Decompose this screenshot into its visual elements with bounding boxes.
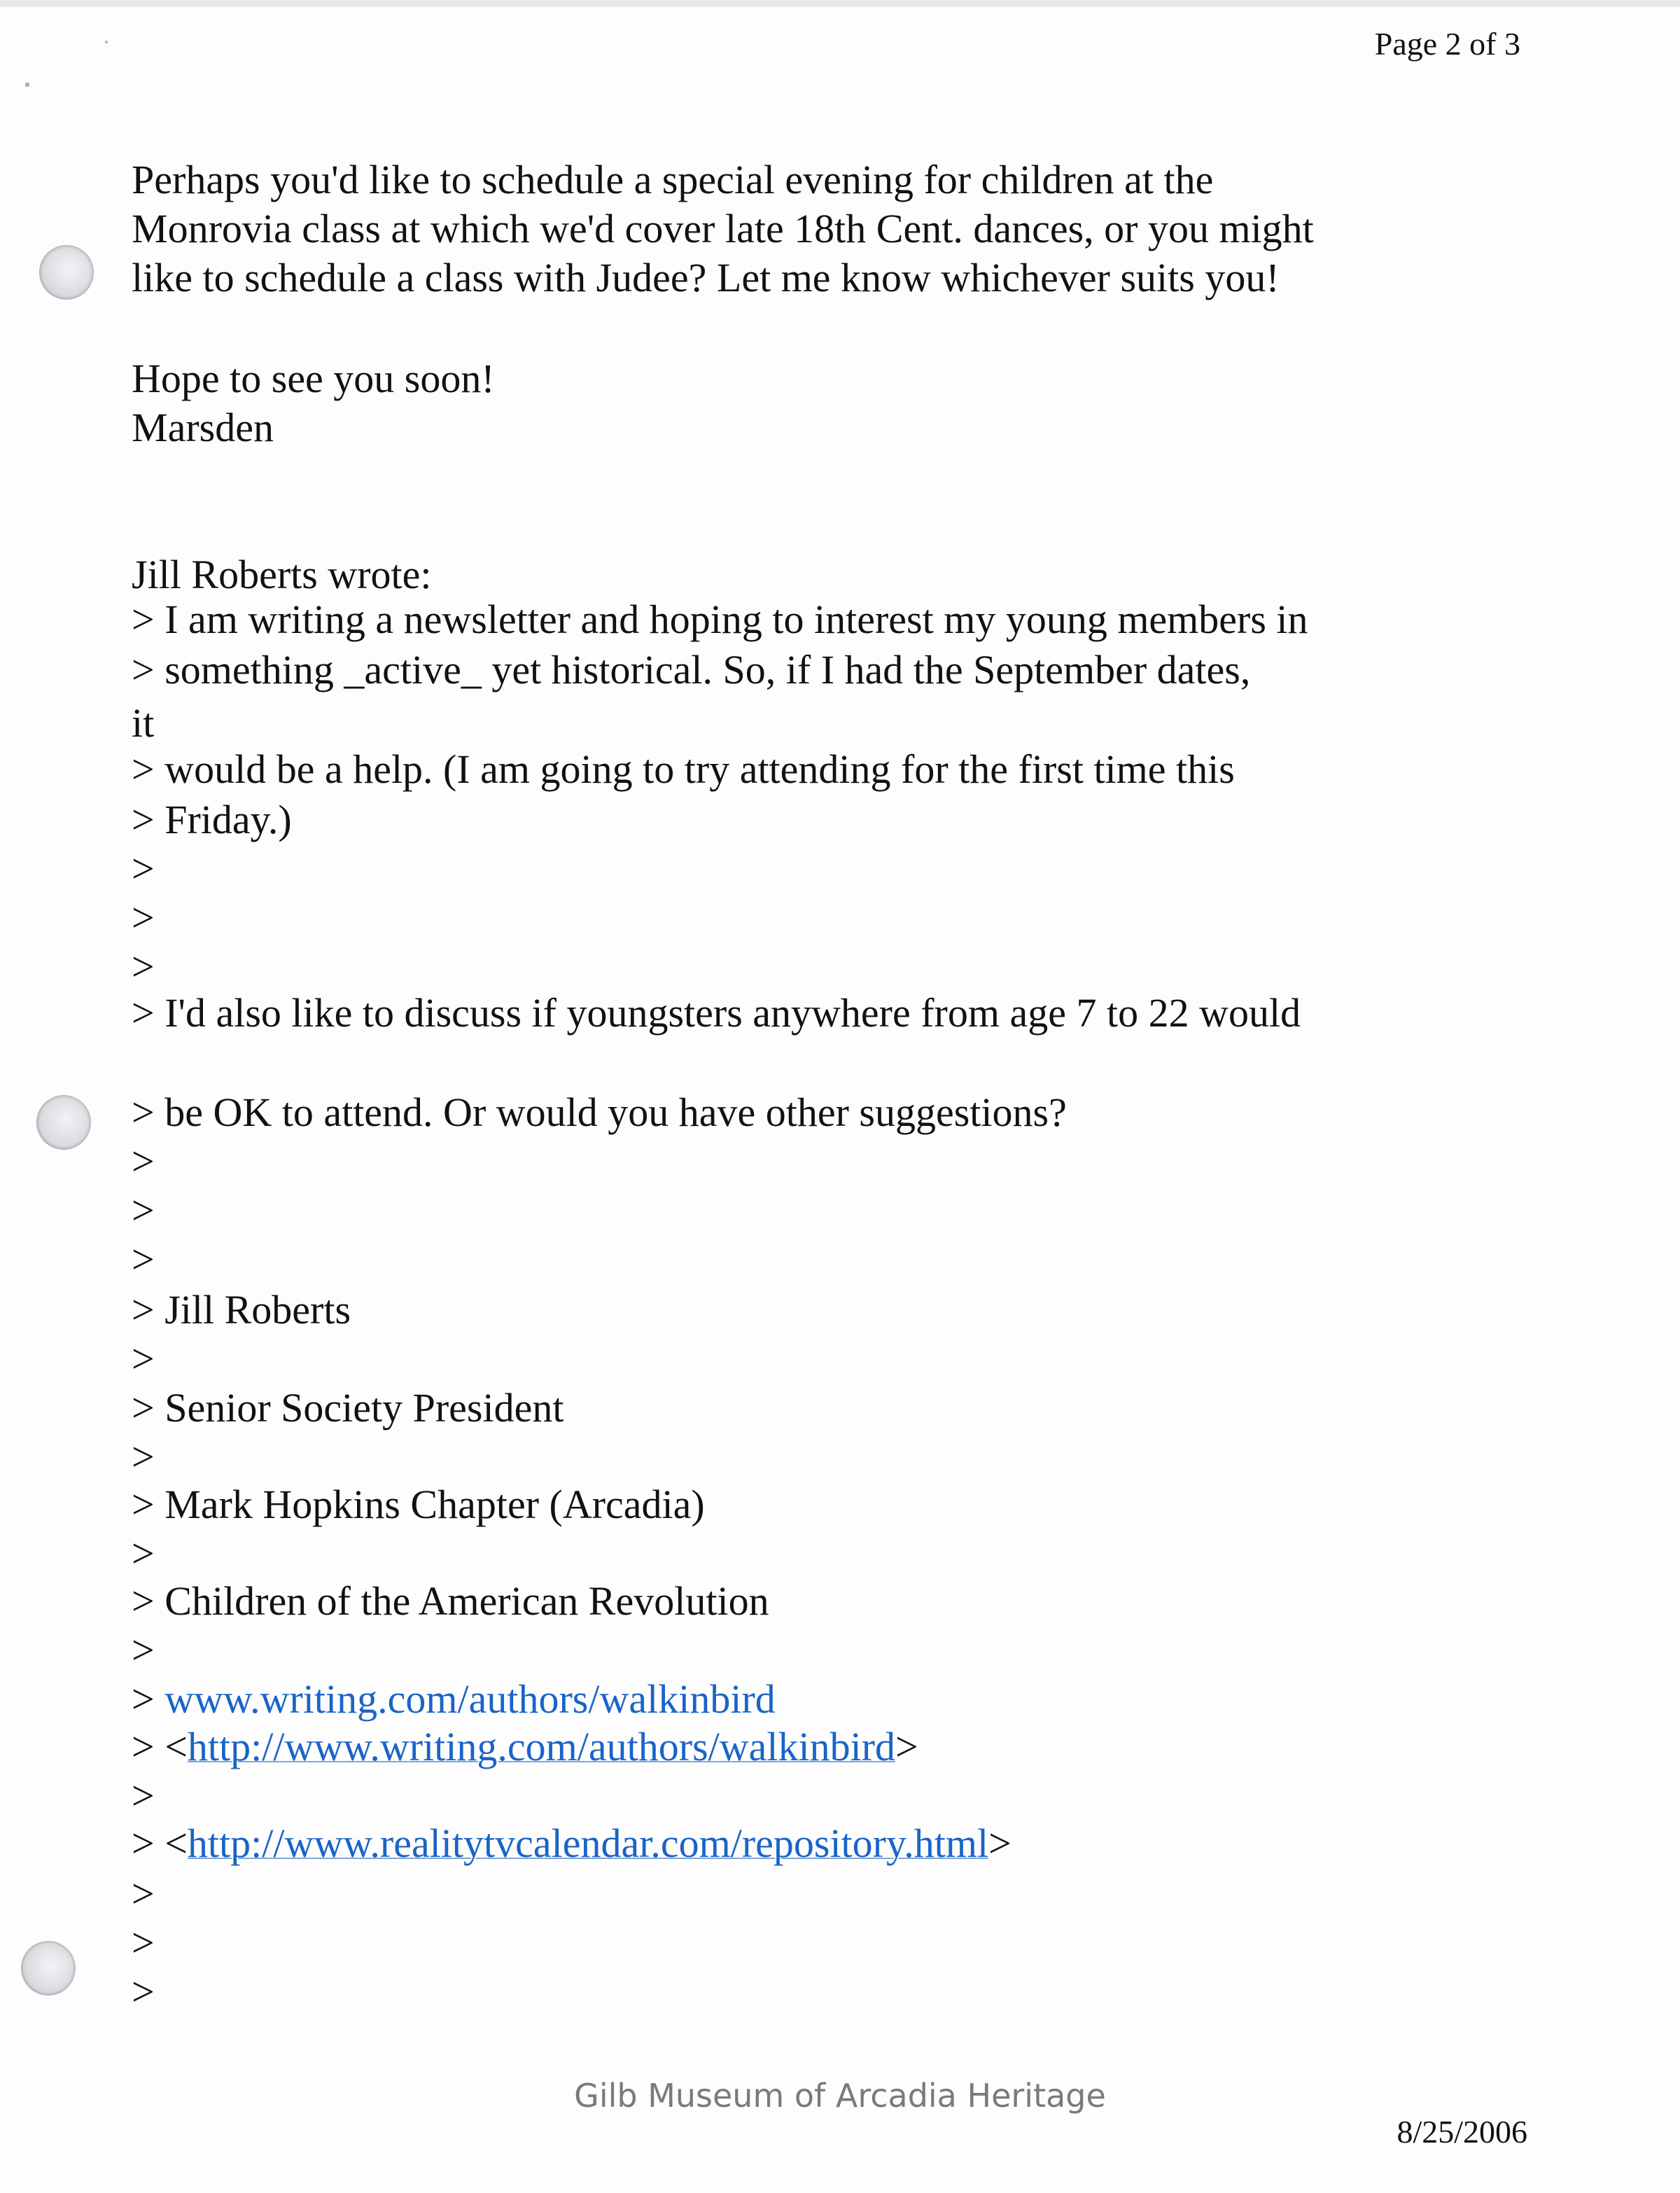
paragraph-line: Perhaps you'd like to schedule a special evening for children at the <box>132 157 1214 202</box>
quoted-line: > Senior Society President <box>132 1385 564 1430</box>
scan-speck <box>105 41 108 43</box>
quoted-line: > I am writing a newsletter and hoping to interest my young members in <box>132 597 1308 642</box>
punch-hole <box>39 245 94 300</box>
quoted-line: > be OK to attend. Or would you have other suggestions? <box>132 1089 1067 1135</box>
paragraph-line: like to schedule a class with Judee? Let me know whichever suits you! <box>132 255 1280 300</box>
quote-prefix: > < <box>132 1724 188 1769</box>
quoted-line: > <box>132 895 155 940</box>
quoted-line: > I'd also like to discuss if youngsters anywhere from age 7 to 22 would <box>132 990 1301 1036</box>
quoted-line: > <box>132 1434 155 1480</box>
repository-link[interactable]: http://www.realitytvcalendar.com/repository.html <box>187 1820 989 1866</box>
punch-hole <box>36 1095 91 1150</box>
quote-prefix: > < <box>132 1820 188 1866</box>
quoted-line: > Friday.) <box>132 797 292 842</box>
quoted-line: > <box>132 1773 155 1818</box>
quoted-line: it <box>132 700 155 746</box>
quoted-line: > <box>132 944 155 989</box>
quoted-line: > <box>132 1336 155 1381</box>
quoted-line: > <box>132 1920 155 1965</box>
quoted-line: > Children of the American Revolution <box>132 1578 769 1624</box>
author-url-link[interactable]: http://www.writing.com/authors/walkinbird <box>187 1724 896 1769</box>
quote-prefix: > <box>132 1676 165 1722</box>
quoted-line: > would be a help. (I am going to try attending for the first time this <box>132 746 1235 792</box>
closing-line: Hope to see you soon! <box>132 356 495 401</box>
link-line <box>132 1820 1011 1866</box>
quoted-line: > <box>132 1188 155 1233</box>
quoted-line: > Jill Roberts <box>132 1287 351 1332</box>
page-number: Page 2 of 3 <box>1374 26 1520 62</box>
quoted-line: > <box>132 1969 155 2014</box>
quoted-line: > something _active_ yet historical. So, if I had the September dates, <box>132 647 1251 692</box>
museum-watermark: Gilb Museum of Arcadia Heritage <box>574 2077 1106 2115</box>
quoted-line: > <box>132 1627 155 1673</box>
quoted-line: > <box>132 1139 155 1184</box>
print-date: 8/25/2006 <box>1396 2114 1527 2150</box>
quote-intro: Jill Roberts wrote: <box>132 552 432 597</box>
scan-speck <box>25 83 29 87</box>
quote-suffix: > <box>988 1820 1011 1866</box>
quoted-line: > <box>132 846 155 891</box>
quote-suffix: > <box>895 1724 918 1769</box>
punch-hole <box>21 1941 76 1996</box>
quoted-line: > <box>132 1871 155 1916</box>
quoted-line: > Mark Hopkins Chapter (Arcadia) <box>132 1482 705 1527</box>
scan-top-edge <box>0 0 1680 7</box>
paragraph-line: Monrovia class at which we'd cover late 18th Cent. dances, or you might <box>132 206 1314 251</box>
quoted-line: > <box>132 1531 155 1576</box>
link-line <box>132 1676 776 1722</box>
link-line <box>132 1724 918 1769</box>
signature: Marsden <box>132 405 274 450</box>
quoted-line: > <box>132 1237 155 1282</box>
author-link[interactable]: www.writing.com/authors/walkinbird <box>164 1676 776 1722</box>
